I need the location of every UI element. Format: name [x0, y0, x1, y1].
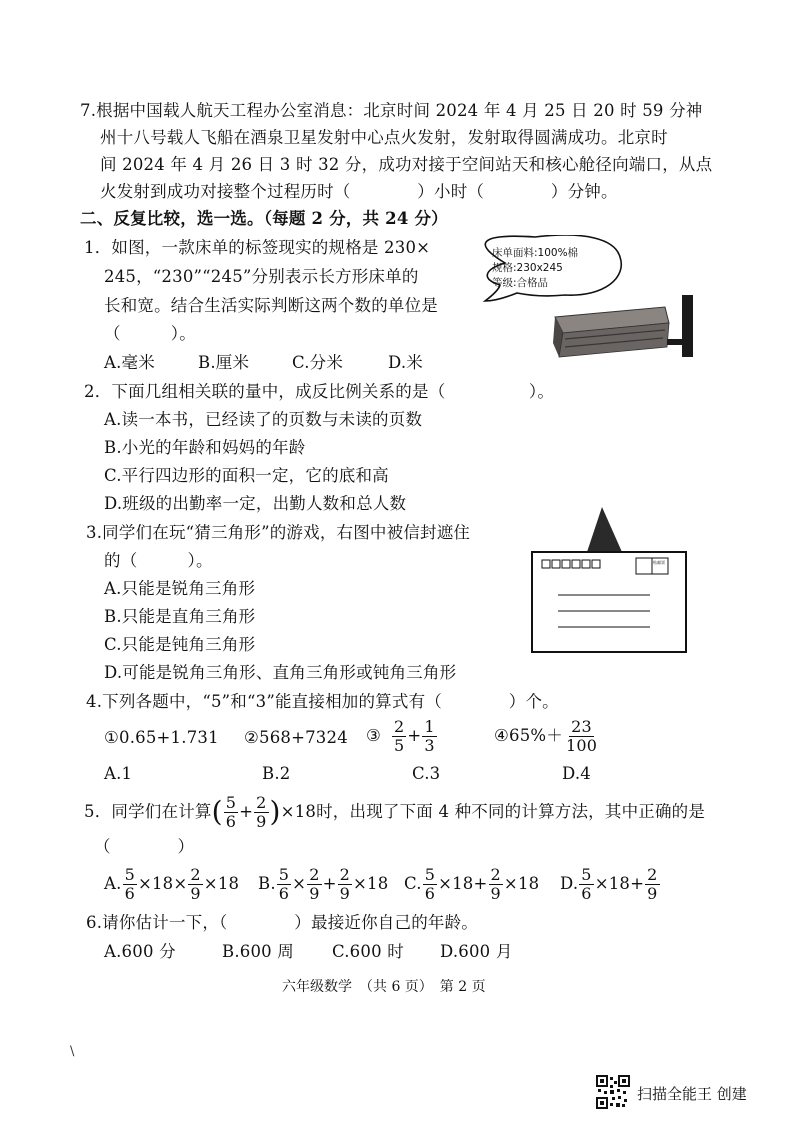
- c3-option-c: C.只能是钝角三角形: [104, 635, 256, 654]
- fraction-1-3: $\frac{1}{3}$: [424, 716, 435, 755]
- c4-option-a: A.1: [104, 764, 133, 783]
- c4-expr-1: ①0.65+1.731: [104, 728, 219, 747]
- bed-headboard: [682, 295, 693, 357]
- fraction-5-6: $\frac{5}{6}$: [225, 792, 237, 831]
- stray-mark: \: [70, 1044, 75, 1059]
- c6-stem: 6.请你估计一下，（ ）最接近你自己的年龄。: [86, 913, 478, 932]
- c1-line-2: 245，“230”“245”分别表示长方形床单的: [104, 267, 419, 286]
- c1-option-b: B.厘米: [198, 353, 250, 372]
- envelope: [532, 552, 686, 652]
- c3-option-d: D.可能是锐角三角形、直角三角形或钝角三角形: [104, 663, 457, 682]
- q7-line-1: 7.根据中国载人航天工程办公室消息：北京时间 2024 年 4 月 25 日 20 时 59 分神: [80, 101, 703, 120]
- page-footer: 六年级数学 （共 6 页） 第 2 页: [282, 979, 486, 995]
- c1-option-a: A.毫米: [104, 353, 155, 372]
- bubble-line-2: 规格:230x245: [492, 262, 563, 274]
- c5-option-b: B. $\frac{5}{6}$ × $\frac{2}{9}$ + $\frac{2}{9}$ ×18: [258, 864, 389, 903]
- bubble-line-1: 床单面料:100%棉: [492, 247, 579, 259]
- c1-line-4: （ ）。: [104, 324, 196, 343]
- c6-option-b: B.600 周: [222, 942, 295, 961]
- c6-option-c: C.600 时: [332, 942, 404, 961]
- c5-blank: （ ）: [94, 837, 195, 856]
- c4-expr-4: ④65%＋ $\frac{23}{100}$: [494, 716, 598, 755]
- qr-code-icon: [596, 1075, 630, 1109]
- c1-option-c: C.分米: [292, 353, 344, 372]
- q7-line-2: 州十八号载人飞船在酒泉卫星发射中心点火发射，发射取得圆满成功。北京时: [100, 128, 668, 147]
- envelope-illustration: [530, 505, 690, 655]
- bed-rail: [667, 339, 691, 345]
- c2-option-c: C.平行四边形的面积一定，它的底和高: [104, 466, 389, 485]
- c6-option-d: D.600 月: [440, 942, 513, 961]
- c1-line-3: 长和宽。结合生活实际判断这两个数的单位是: [104, 296, 438, 315]
- section-2-title: 二、反复比较，选一选。（每题 2 分，共 24 分）: [80, 209, 448, 228]
- c4-option-c: C.3: [412, 764, 441, 783]
- q7-line-3: 间 2024 年 4 月 26 日 3 时 32 分，成功对接于空间站天和核心舱径向端口，从点: [100, 155, 713, 174]
- triangle-tip: [587, 507, 622, 552]
- fraction-23-100: $\frac{23}{100}$: [565, 716, 598, 755]
- bubble-line-3: 等级:合格品: [492, 277, 549, 289]
- stamp-label: 贴邮票: [653, 560, 665, 565]
- c1-line-1: 1．如图，一款床单的标签现实的规格是 230×: [84, 238, 431, 257]
- c4-option-d: D.4: [562, 764, 591, 783]
- c2-option-d: D.班级的出勤率一定，出勤人数和总人数: [104, 494, 407, 513]
- fraction-2-5: $\frac{2}{5}$: [394, 716, 405, 755]
- c4-expr-3: ③ $\frac{2}{5}$ + $\frac{1}{3}$: [366, 716, 435, 755]
- c4-stem: 4.下列各题中，“5”和“3”能直接相加的算式有（ ）个。: [86, 692, 559, 711]
- c2-option-a: A.读一本书，已经读了的页数与未读的页数: [104, 410, 423, 429]
- c4-expr-3-mark: ③: [366, 726, 381, 745]
- c3-option-b: B.只能是直角三角形: [104, 607, 256, 626]
- c4-expr-2: ②568+7324: [244, 728, 348, 747]
- c6-option-a: A.600 分: [104, 942, 176, 961]
- q7-line-4: 火发射到成功对接整个过程历时（ ）小时（ ）分钟。: [100, 182, 618, 201]
- c5-option-a: A. $\frac{5}{6}$ ×18× $\frac{2}{9}$ ×18: [104, 864, 240, 903]
- c5-stem: 5．同学们在计算 ( $\frac{5}{6}$ + $\frac{2}{9}$ ) ×18时，出现了下面 4 种不同的计算方法，其中正确的是: [84, 792, 706, 831]
- c3-option-a: A.只能是锐角三角形: [104, 579, 256, 598]
- c5-option-c: C. $\frac{5}{6}$ ×18+ $\frac{2}{9}$ ×18: [404, 864, 540, 903]
- c4-option-b: B.2: [262, 764, 291, 783]
- c3-line-1: 3.同学们在玩“猜三角形”的游戏，右图中被信封遮住: [86, 523, 471, 542]
- c2-option-b: B.小光的年龄和妈妈的年龄: [104, 438, 306, 457]
- c5-option-d: D. $\frac{5}{6}$ ×18+ $\frac{2}{9}$: [560, 864, 658, 903]
- c3-line-2: 的（ ）。: [104, 551, 213, 570]
- c2-stem: 2．下面几组相关联的量中，成反比例关系的是（ ）。: [84, 382, 555, 401]
- c1-option-d: D.米: [388, 353, 423, 372]
- fraction-2-9: $\frac{2}{9}$: [256, 792, 267, 831]
- scanner-watermark-text: 扫描全能王 创建: [637, 1085, 747, 1103]
